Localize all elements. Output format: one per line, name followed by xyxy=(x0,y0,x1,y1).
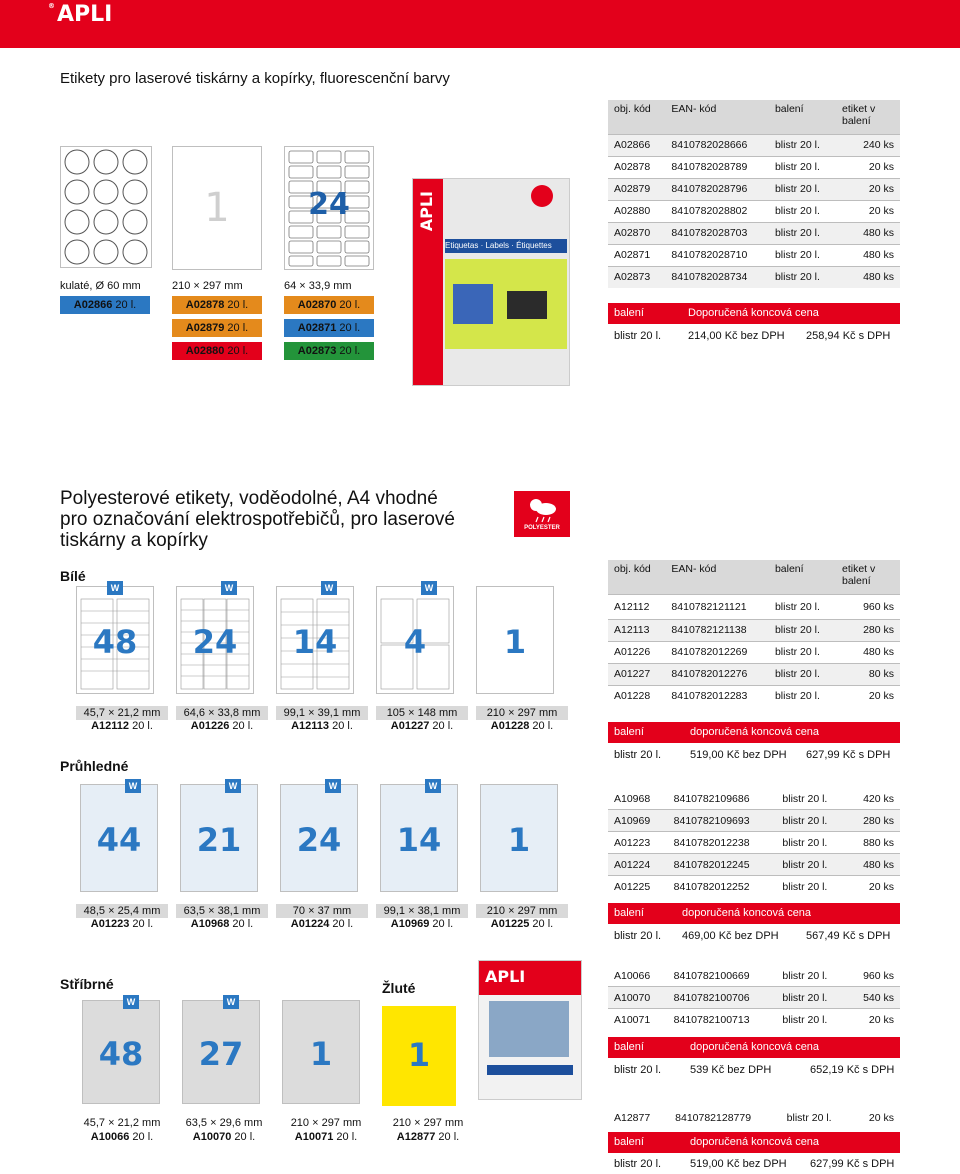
table-row: A01228 8410782012283 blistr 20 l. 20 ks xyxy=(608,685,900,707)
sheet-count: 24 xyxy=(192,623,238,661)
size-bar: 210 × 297 mm xyxy=(280,1116,372,1130)
table-row: A12113 8410782121138 blistr 20 l. 280 ks xyxy=(608,619,900,641)
code-badge: A02873 20 l. xyxy=(284,342,374,360)
col-header: obj. kód xyxy=(608,100,665,134)
w-logo-icon: W xyxy=(125,779,141,793)
table-row: A01223 8410782012238 blistr 20 l. 880 ks xyxy=(608,832,900,854)
w-logo-icon: W xyxy=(425,779,441,793)
sheet-count: 14 xyxy=(396,821,442,859)
code-label: A01226 20 l. xyxy=(190,720,254,732)
table-row: A02870 8410782028703 blistr 20 l. 480 ks xyxy=(608,222,900,244)
label-sheet xyxy=(280,781,358,892)
label-sheet xyxy=(276,583,354,694)
category-silver: Stříbrné xyxy=(60,976,114,992)
size-bar: 210 × 297 mm xyxy=(476,706,568,720)
labels-24-sheet xyxy=(284,146,374,270)
sheet-count: 44 xyxy=(96,821,142,859)
label-sheet xyxy=(80,781,158,892)
label-sheet xyxy=(476,586,554,694)
sheet-count: 48 xyxy=(92,623,138,661)
yellow-sheet xyxy=(382,1006,456,1106)
table-row: A01225 8410782012252 blistr 20 l. 20 ks xyxy=(608,876,900,898)
polyester-badge: POLYESTER xyxy=(514,491,570,537)
round-labels-sheet xyxy=(60,146,152,268)
code-label: A01228 20 l. xyxy=(490,720,554,732)
code-label: A10969 20 l. xyxy=(390,918,454,930)
label-sheet xyxy=(180,781,258,892)
package-banner xyxy=(487,1065,573,1075)
category-clear: Průhledné xyxy=(60,758,129,774)
section2-title: Polyesterové etikety, voděodolné, A4 vhodné pro označování elektrospotřebičů, pro laserové tiskárny a kopírky xyxy=(60,488,456,551)
package-brand: APLI xyxy=(485,967,526,986)
round-size-label: kulaté, Ø 60 mm xyxy=(60,280,141,292)
price-header: balení doporučená koncová cena xyxy=(608,1037,900,1058)
sheet-count: 48 xyxy=(98,1035,144,1073)
size-bar: 63,5 × 29,6 mm xyxy=(178,1116,270,1130)
table-row: A10070 8410782100706 blistr 20 l. 540 ks xyxy=(608,987,900,1009)
table-row: A10071 8410782100713 blistr 20 l. 20 ks xyxy=(608,1009,900,1031)
col-header: balení xyxy=(769,100,836,134)
size-bar: 63,5 × 38,1 mm xyxy=(176,904,268,918)
sheet-count: 21 xyxy=(196,821,242,859)
size-bar: 45,7 × 21,2 mm xyxy=(76,706,168,720)
table-row: A02866 8410782028666 blistr 20 l. 240 ks xyxy=(608,134,900,156)
package-brand: APLI xyxy=(417,191,436,232)
size-bar: 99,1 × 39,1 mm xyxy=(276,706,368,720)
col-header: EAN- kód xyxy=(665,560,769,594)
sheet-count: 1 xyxy=(503,623,527,661)
price-header: balení Doporučená koncová cena xyxy=(608,303,900,324)
table-row: A01226 8410782012269 blistr 20 l. 480 ks xyxy=(608,641,900,663)
label-sheet xyxy=(76,583,154,694)
package-photo xyxy=(453,284,493,324)
w-logo-icon: W xyxy=(107,581,123,595)
apli-logo: ®APLI xyxy=(48,2,113,27)
label-sheet xyxy=(282,1000,360,1104)
sheet-count: 1 xyxy=(204,185,230,231)
price-row: blistr 20 l. 519,00 Kč bez DPH 627,99 Kč s DPH xyxy=(614,749,891,761)
table-row: A01224 8410782012245 blistr 20 l. 480 ks xyxy=(608,854,900,876)
round-labels-illustration xyxy=(61,147,151,267)
col-header: obj. kód xyxy=(608,560,665,594)
product-package xyxy=(412,178,570,386)
code-label: A01224 20 l. xyxy=(290,918,354,930)
price-header: balení doporučená koncová cena xyxy=(608,1132,900,1153)
code-label: A10066 20 l. xyxy=(90,1131,154,1143)
table-row: A02873 8410782028734 blistr 20 l. 480 ks xyxy=(608,266,900,288)
table-row: A01227 8410782012276 blistr 20 l. 80 ks xyxy=(608,663,900,685)
w-logo-icon: W xyxy=(223,995,239,1009)
sheet-count: 27 xyxy=(198,1035,244,1073)
star-icon xyxy=(531,185,553,207)
code-badge: A02878 20 l. xyxy=(172,296,262,314)
size-bar: 64,6 × 33,8 mm xyxy=(176,706,268,720)
col-header: balení xyxy=(769,560,836,594)
table-row: A02878 8410782028789 blistr 20 l. 20 ks xyxy=(608,156,900,178)
price-header: balení doporučená koncová cena xyxy=(608,722,900,743)
size-bar: 99,1 × 38,1 mm xyxy=(376,904,468,918)
code-label: A12877 20 l. xyxy=(396,1131,460,1143)
price-header: balení doporučená koncová cena xyxy=(608,903,900,924)
table-row: A10066 8410782100669 blistr 20 l. 960 ks xyxy=(614,969,894,982)
code-label: A01223 20 l. xyxy=(90,918,154,930)
w-logo-icon: W xyxy=(321,581,337,595)
product-table-yellow xyxy=(608,1107,900,1128)
code-label: A12113 20 l. xyxy=(291,720,353,732)
label-sheet xyxy=(480,784,558,892)
a4-sheet xyxy=(172,146,262,270)
w-logo-icon: W xyxy=(421,581,437,595)
product-table-white xyxy=(608,560,900,707)
w-logo-icon: W xyxy=(221,581,237,595)
a4-size-label: 210 × 297 mm xyxy=(172,280,243,292)
code-label: A10070 20 l. xyxy=(192,1131,256,1143)
size-bar: 45,7 × 21,2 mm xyxy=(76,1116,168,1130)
category-white: Bílé xyxy=(60,568,86,584)
code-label: A01227 20 l. xyxy=(390,720,454,732)
code-label: A12112 20 l. xyxy=(91,720,153,732)
size-bar: 70 × 37 mm xyxy=(276,904,368,918)
code-label: A01225 20 l. xyxy=(490,918,554,930)
table-row: A02871 8410782028710 blistr 20 l. 480 ks xyxy=(608,244,900,266)
table-row: A02879 8410782028796 blistr 20 l. 20 ks xyxy=(608,178,900,200)
sheet-count: 1 xyxy=(407,1036,431,1074)
weather-icon xyxy=(514,491,570,525)
code-badge: A02870 20 l. xyxy=(284,296,374,314)
table-row: A12877 8410782128779 blistr 20 l. 20 ks xyxy=(614,1111,894,1124)
price-row: blistr 20 l. 469,00 Kč bez DPH 567,49 Kč s DPH xyxy=(614,930,891,942)
label-sheet xyxy=(176,583,254,694)
sheet-count: 14 xyxy=(292,623,338,661)
code-label: A10071 20 l. xyxy=(294,1131,358,1143)
category-yellow: Žluté xyxy=(382,980,416,996)
section1-title: Etikety pro laserové tiskárny a kopírky, fluorescenční barvy xyxy=(60,70,450,87)
table-row: A10968 8410782109686 blistr 20 l. 420 ks xyxy=(614,792,894,805)
code-badge: A02871 20 l. xyxy=(284,319,374,337)
size-bar: 210 × 297 mm xyxy=(476,904,568,918)
code-badge: A02866 20 l. xyxy=(60,296,150,314)
col-header: EAN- kód xyxy=(665,100,769,134)
label-sheet xyxy=(82,997,160,1104)
price-row: blistr 20 l. 539 Kč bez DPH 652,19 Kč s DPH xyxy=(614,1064,895,1076)
label-sheet xyxy=(182,997,260,1104)
sheet-count: 24 xyxy=(296,821,342,859)
label-sheet xyxy=(376,583,454,694)
col-header: etiket v balení xyxy=(836,560,900,594)
col-header: etiket v balení xyxy=(836,100,900,134)
sheet-count: 1 xyxy=(309,1035,333,1073)
price-row: blistr 20 l. 214,00 Kč bez DPH 258,94 Kč s DPH xyxy=(614,330,891,342)
product-table-silver xyxy=(608,965,900,1030)
code-badge: A02880 20 l. xyxy=(172,342,262,360)
table-row: A02880 8410782028802 blistr 20 l. 20 ks xyxy=(608,200,900,222)
package-photo xyxy=(489,1001,569,1057)
sheet-count: 4 xyxy=(403,623,427,661)
package-photo-2 xyxy=(507,291,547,319)
table-row: A12112 8410782121121 blistr 20 l. 960 ks xyxy=(608,594,900,619)
table-row: A10969 8410782109693 blistr 20 l. 280 ks xyxy=(608,810,900,832)
product-table-clear xyxy=(608,788,900,897)
label-sheet xyxy=(380,781,458,892)
product-table-1 xyxy=(608,100,900,288)
package-banner: Etiquetas · Labels · Étiquettes xyxy=(445,239,567,253)
code-label: A10968 20 l. xyxy=(190,918,254,930)
size-bar: 105 × 148 mm xyxy=(376,706,468,720)
w-logo-icon: W xyxy=(225,779,241,793)
price-row: blistr 20 l. 519,00 Kč bez DPH 627,99 Kč s DPH xyxy=(614,1158,895,1170)
size-bar: 210 × 297 mm xyxy=(382,1116,474,1130)
w-logo-icon: W xyxy=(123,995,139,1009)
top-banner xyxy=(0,0,960,48)
w-logo-icon: W xyxy=(325,779,341,793)
size-bar: 48,5 × 25,4 mm xyxy=(76,904,168,918)
sheet-count: 24 xyxy=(308,187,350,222)
labels-24-size-label: 64 × 33,9 mm xyxy=(284,280,352,292)
product-package-2 xyxy=(478,960,582,1100)
sheet-count: 1 xyxy=(507,821,531,859)
code-badge: A02879 20 l. xyxy=(172,319,262,337)
